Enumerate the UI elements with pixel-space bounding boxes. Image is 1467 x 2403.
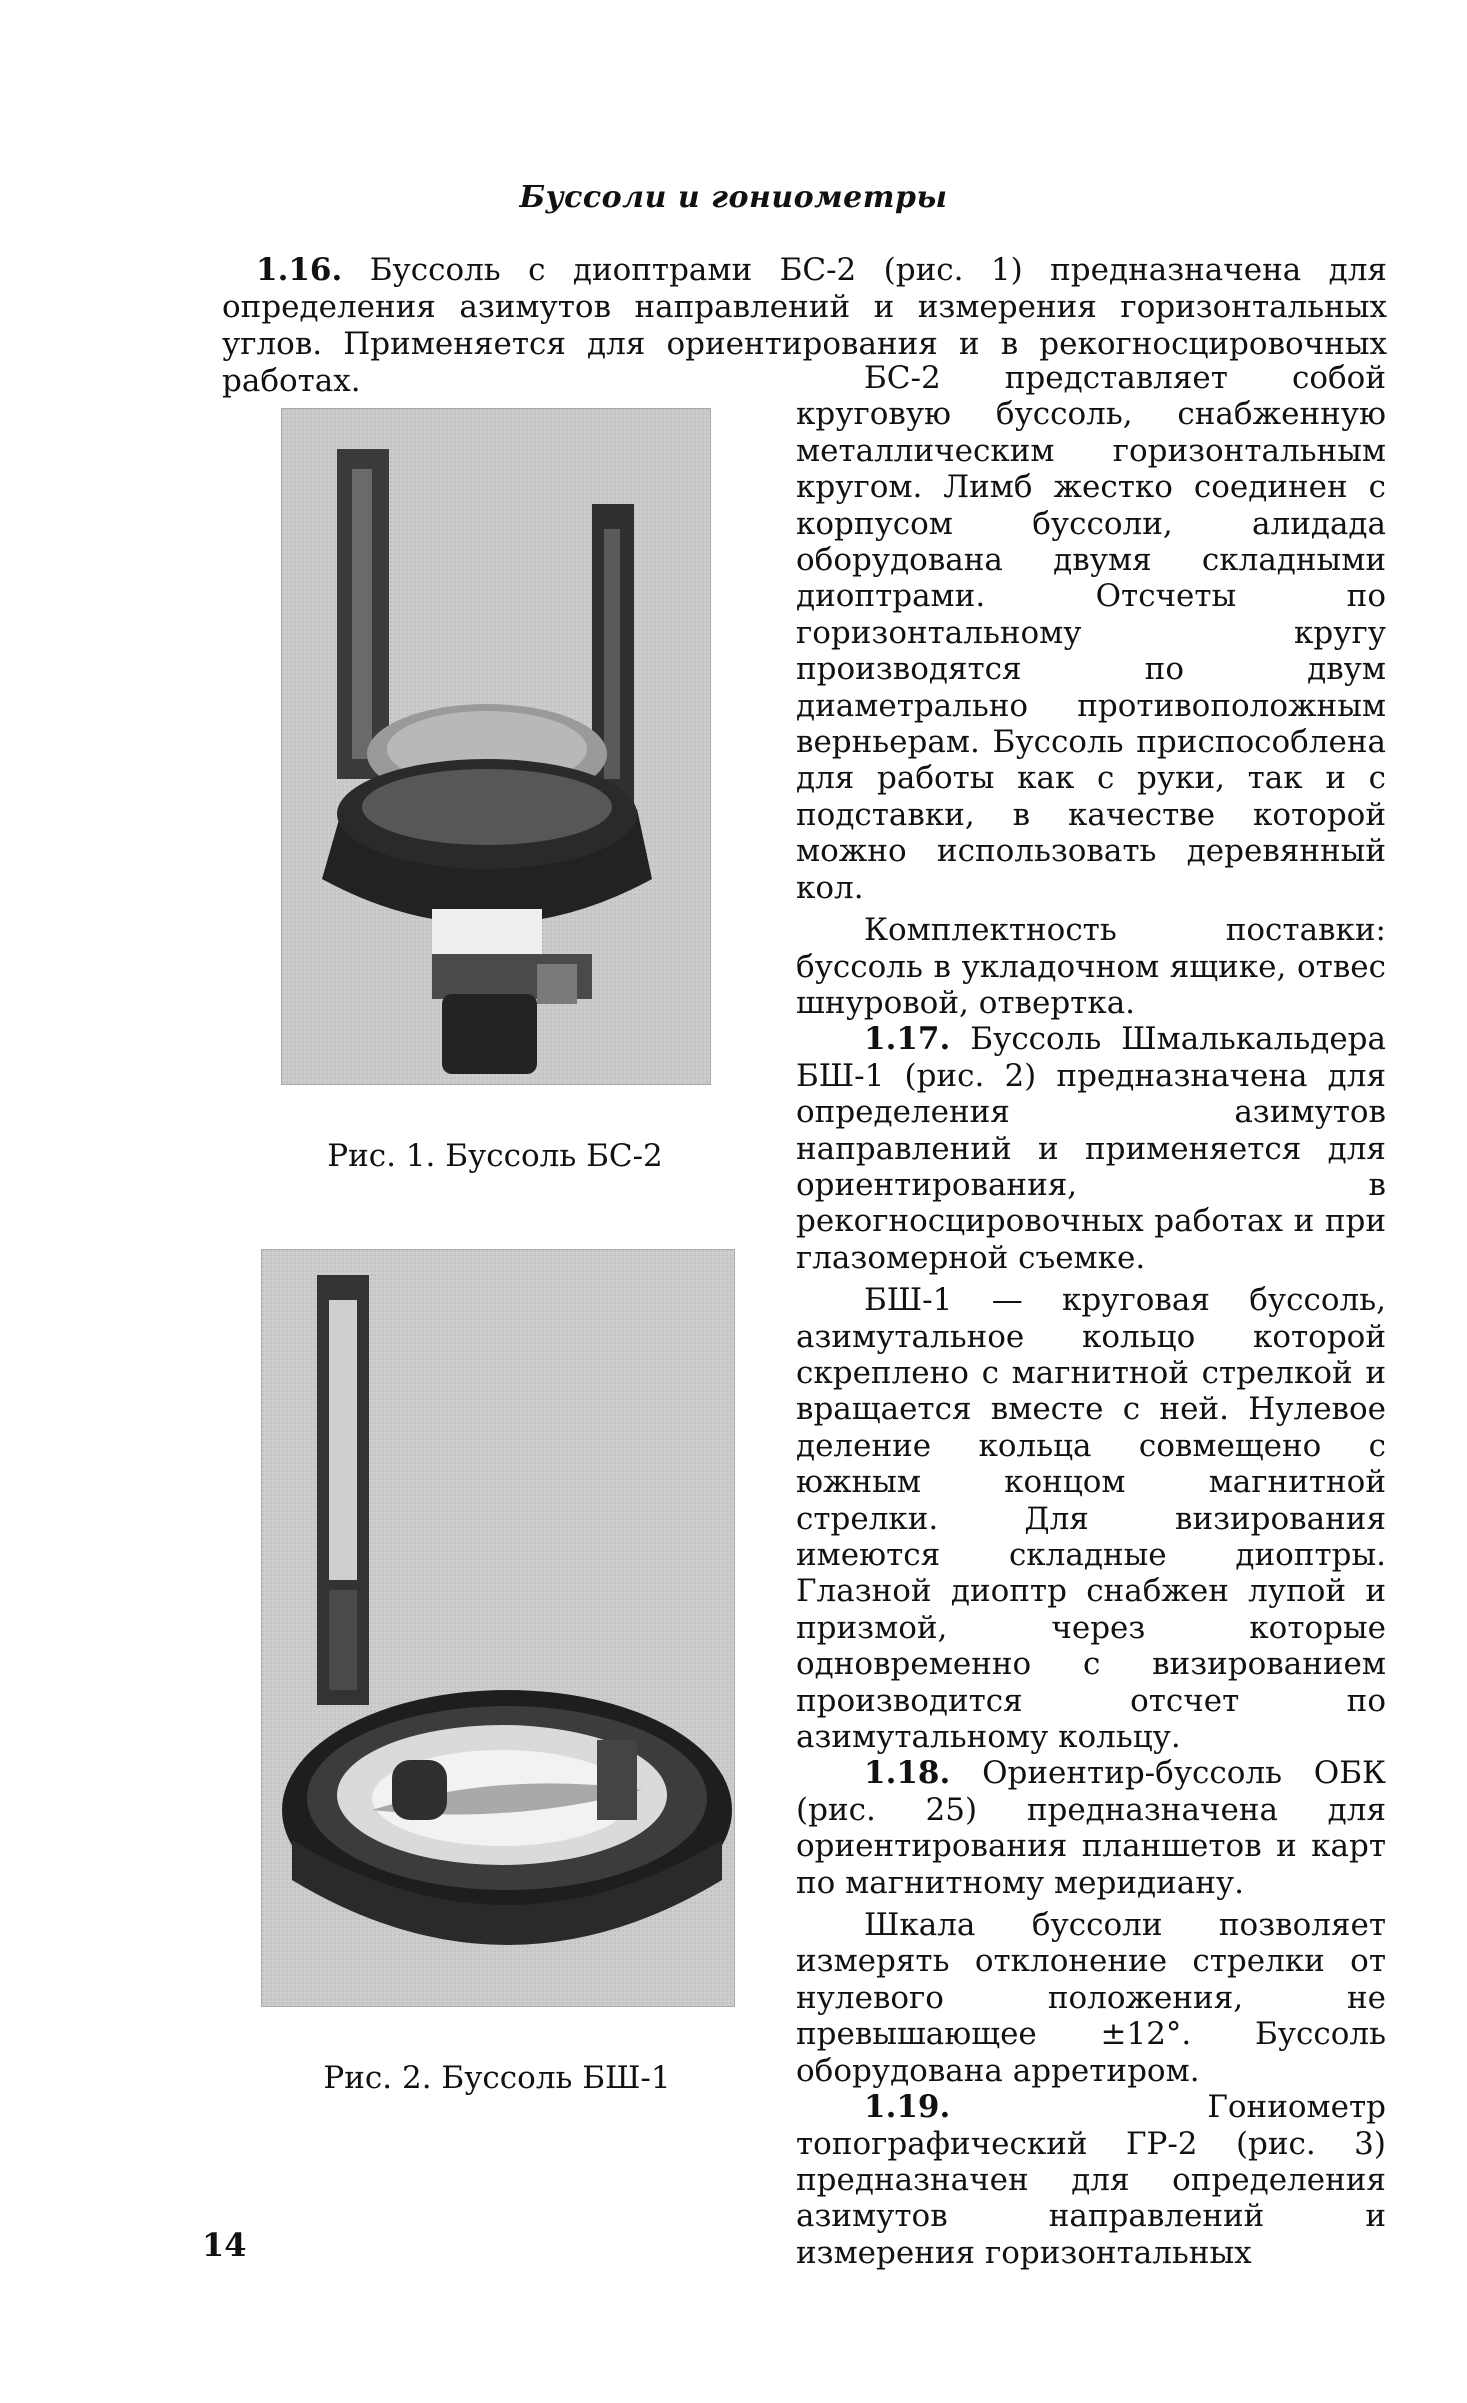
compass-bs2-image xyxy=(282,409,710,1084)
paragraph-text: Шкала буссоли позволяет измерять отклонение стрелки от нулевого положения, не превышающее ±12°. Буссоль оборудована арретиром. xyxy=(796,1907,1386,2089)
paragraph xyxy=(796,1282,1386,1755)
paragraph-number: 1.19. xyxy=(864,2089,951,2126)
paragraph-text: Гониометр топографический ГР-2 (рис. 3) предназначен для определения азимутов направлений и измерения горизонтальных xyxy=(796,2089,1386,2271)
right-column-text xyxy=(796,360,1386,2271)
paragraph-text: Буссоль Шмалькальдера БШ-1 (рис. 2) предназначена для определения азимутов направлений и применяется для ориентирования, в рекогносцировочных работах и при глазомерной съемке. xyxy=(796,1021,1386,1276)
paragraph-number: 1.18. xyxy=(864,1755,951,1792)
paragraph xyxy=(796,912,1386,1021)
compass-bsh1-image xyxy=(262,1250,734,2006)
page-number: 14 xyxy=(202,2226,247,2264)
figure-2-photo xyxy=(261,1249,735,2007)
paragraph-number: 1.16. xyxy=(256,252,343,288)
paragraph-text: Ориентир-буссоль ОБК (рис. 25) предназначена для ориентирования планшетов и карт по магнитному меридиану. xyxy=(796,1755,1386,1901)
paragraph-text: БШ-1 — круговая буссоль, азимутальное кольцо которой скреплено с магнитной стрелкой и вращается вместе с ней. Нулевое деление кольца совмещено с южным концом магнитной стрелки. Для визирования имеются складные диоптры. Глазной диоптр снабжен лупой и призмой, через которые одновременно с визированием производится отсчет по азимутальному кольцу. xyxy=(796,1282,1386,1756)
paragraph xyxy=(796,2089,1386,2271)
paragraph xyxy=(796,360,1386,906)
paragraph-number: 1.17. xyxy=(864,1021,951,1058)
figure-1-caption: Рис. 1. Буссоль БС-2 xyxy=(327,1138,663,1174)
paragraph xyxy=(796,1755,1386,1901)
paragraph-text: Комплектность поставки: буссоль в укладочном ящике, отвес шнуровой, отвертка. xyxy=(796,912,1386,1021)
paragraph xyxy=(796,1021,1386,1276)
paragraph-text: Буссоль с диоптрами БС-2 (рис. 1) предназначена для определения азимутов направлений и измерения горизонтальных углов. Применяется для ориентирования и в рекогносцировочных работах. xyxy=(222,252,1387,399)
paragraph xyxy=(796,1907,1386,2089)
paragraph-text: БС-2 представляет собой круговую буссоль, снабженную металлическим горизонтальным кругом. Лимб жестко соединен с корпусом буссоли, алидада оборудована двумя складными диоптрами. Отсчеты по горизонтальному кругу производятся по двум диаметрально противоположным верньерам. Буссоль приспособлена для работы как с руки, так и с подставки, в качестве которой можно использовать деревянный кол. xyxy=(796,360,1386,906)
figure-2-caption: Рис. 2. Буссоль БШ-1 xyxy=(323,2060,671,2096)
figure-1-photo xyxy=(281,408,711,1085)
section-heading: Буссоли и гониометры xyxy=(519,180,948,215)
